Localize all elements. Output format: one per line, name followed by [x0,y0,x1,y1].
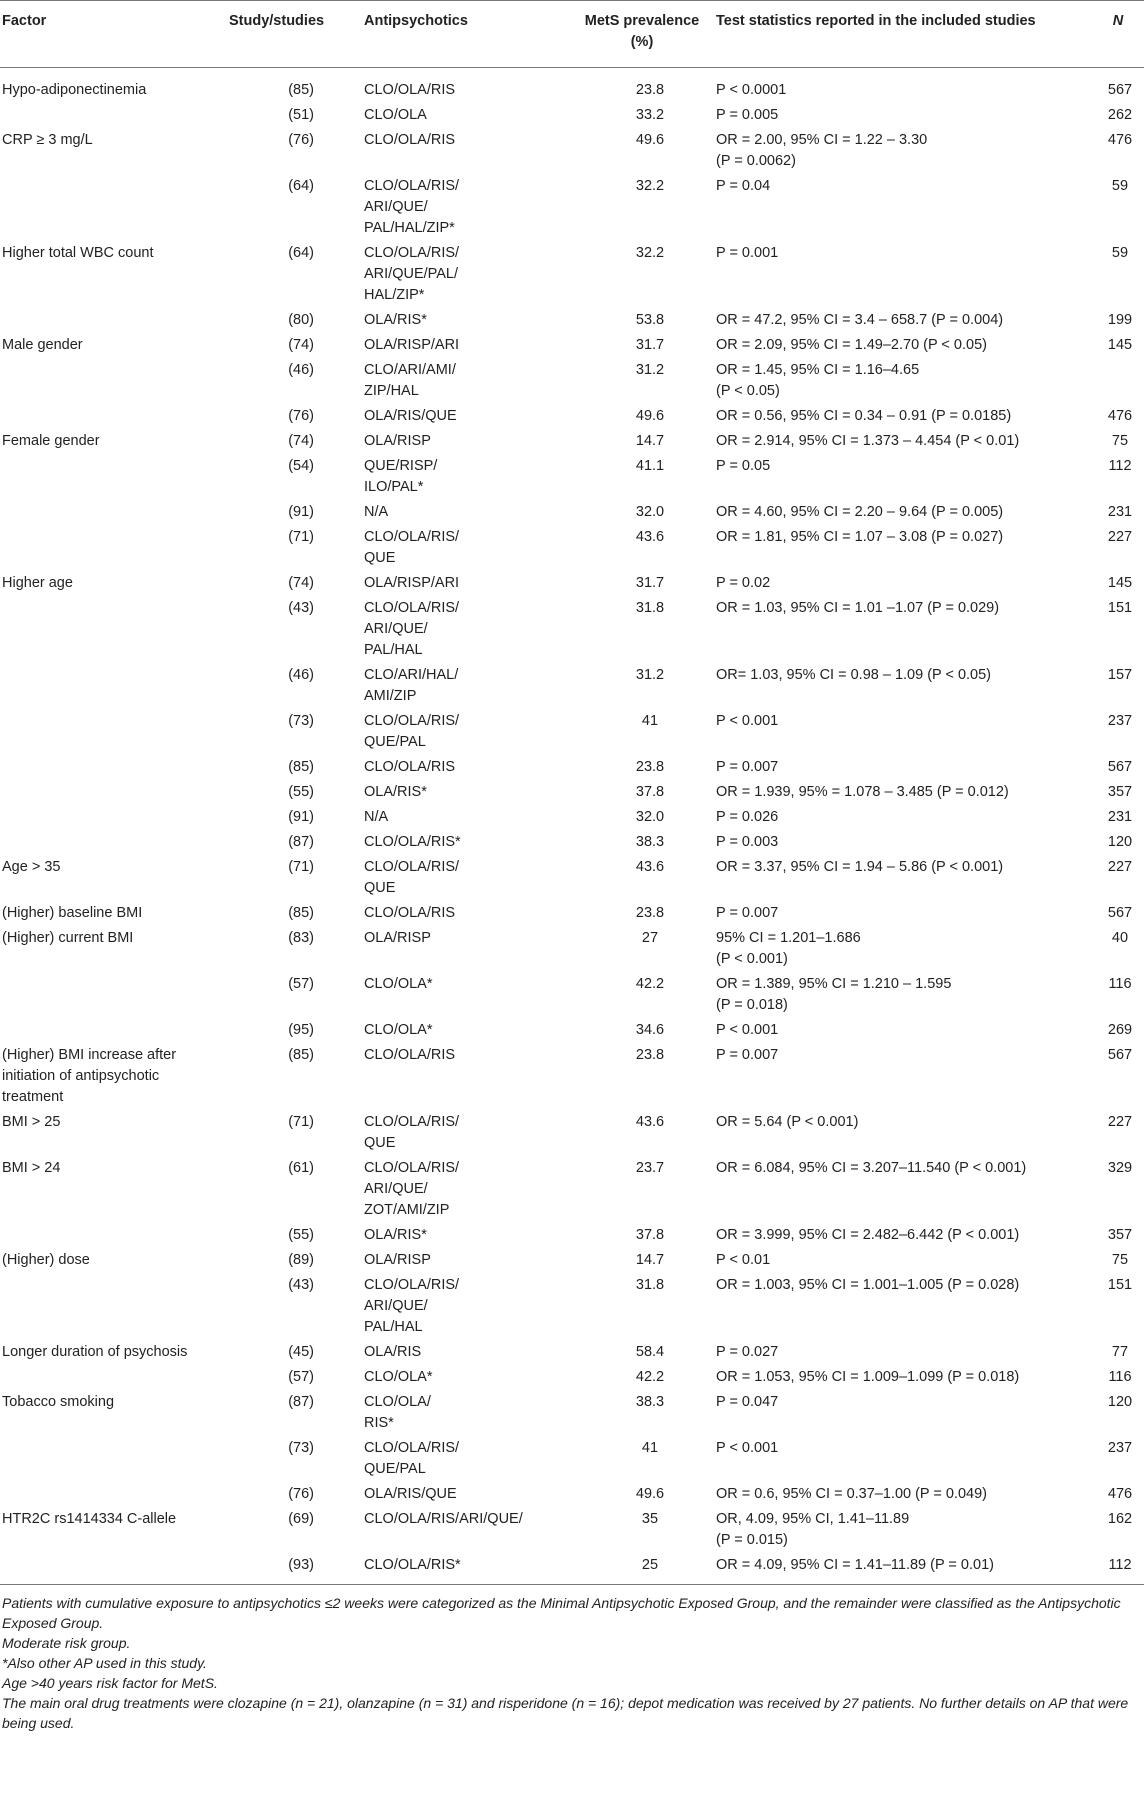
cell-factor: Age > 35 [2,859,61,875]
table-row [0,1390,1144,1436]
cell-antipsychotics: CLO/OLA* [364,976,433,992]
cell-study: (54) [288,458,314,474]
cell-study: (83) [288,930,314,946]
cell-n: 567 [1107,1047,1133,1063]
cell-factor: (Higher) baseline BMI [2,905,143,921]
cell-antipsychotics: OLA/RISP [364,433,431,449]
cell-mets-prevalence: 27 [641,930,659,946]
cell-test-statistics: OR = 1.939, 95% = 1.078 – 3.485 (P = 0.012) [716,784,1009,800]
cell-mets-prevalence: 31.2 [635,667,665,683]
cell-n: 262 [1107,107,1133,123]
cell-study: (87) [288,1394,314,1410]
cell-study: (71) [288,1114,314,1130]
cell-study: (76) [288,1486,314,1502]
cell-antipsychotics: CLO/OLA/RIS [364,132,456,148]
cell-test-statistics: P = 0.007 [716,1047,779,1063]
table-row [0,525,1144,571]
table-row [0,429,1144,454]
cell-n: 227 [1107,529,1133,545]
cell-test-statistics: OR = 1.03, 95% CI = 1.01 –1.07 (P = 0.029) [716,600,1000,616]
cell-n: 162 [1107,1511,1133,1527]
cell-n: 116 [1108,976,1132,992]
cell-test-statistics: OR = 1.45, 95% CI = 1.16–4.65 (P < 0.05) [716,362,920,399]
cell-study: (85) [288,759,314,775]
cell-study: (73) [288,713,314,729]
cell-n: 269 [1107,1022,1133,1038]
cell-mets-prevalence: 23.8 [635,905,665,921]
cell-study: (46) [288,667,314,683]
cell-factor [0,1018,225,1043]
cell-n: 237 [1107,1440,1133,1456]
cell-factor [0,830,225,855]
table-row [0,596,1144,663]
cell-mets-prevalence: 31.2 [635,362,665,378]
cell-mets-prevalence: 32.2 [635,178,665,194]
cell-test-statistics: P = 0.001 [716,245,779,261]
cell-n: 227 [1107,859,1133,875]
cell-antipsychotics: CLO/OLA/RIS/ ARI/QUE/ ZOT/AMI/ZIP [364,1160,460,1218]
cell-mets-prevalence: 37.8 [635,1227,665,1243]
cell-factor: Longer duration of psychosis [2,1344,188,1360]
cell-test-statistics: P = 0.02 [716,575,771,591]
cell-n: 145 [1107,575,1133,591]
cell-study: (85) [288,1047,314,1063]
cell-n: 59 [1111,178,1129,194]
cell-study: (89) [288,1252,314,1268]
cell-n: 357 [1107,1227,1133,1243]
cell-factor: Higher total WBC count [2,245,154,261]
header-study: Study/studies [225,1,360,68]
table-row [0,1365,1144,1390]
cell-antipsychotics: CLO/ARI/HAL/ AMI/ZIP [364,667,459,704]
cell-mets-prevalence: 31.7 [635,575,665,591]
cell-factor: BMI > 24 [2,1160,61,1176]
table-row [0,830,1144,855]
cell-mets-prevalence: 34.6 [635,1022,665,1038]
table-row [0,500,1144,525]
cell-mets-prevalence: 23.8 [635,759,665,775]
cell-antipsychotics: N/A [364,504,389,520]
table-row [0,404,1144,429]
table-row [0,972,1144,1018]
cell-test-statistics: OR = 2.00, 95% CI = 1.22 – 3.30 (P = 0.0062) [716,132,928,169]
cell-antipsychotics: OLA/RISP [364,1252,431,1268]
cell-factor [0,174,225,241]
table-row [0,1018,1144,1043]
cell-factor [0,596,225,663]
table-row [0,333,1144,358]
table-row [0,308,1144,333]
header-n: N [1092,1,1144,68]
cell-antipsychotics: CLO/OLA/RIS/ ARI/QUE/ PAL/HAL/ZIP* [364,178,460,236]
cell-mets-prevalence: 41 [641,1440,659,1456]
cell-n: 329 [1107,1160,1133,1176]
cell-factor [0,358,225,404]
cell-test-statistics: OR= 1.03, 95% CI = 0.98 – 1.09 (P < 0.05) [716,667,992,683]
cell-study: (69) [288,1511,314,1527]
cell-mets-prevalence: 38.3 [635,834,665,850]
cell-antipsychotics: OLA/RIS* [364,784,427,800]
cell-test-statistics: P = 0.003 [716,834,779,850]
table-row [0,358,1144,404]
cell-test-statistics: OR = 4.60, 95% CI = 2.20 – 9.64 (P = 0.005) [716,504,1004,520]
cell-antipsychotics: OLA/RISP/ARI [364,575,460,591]
cell-factor: Tobacco smoking [2,1394,115,1410]
cell-study: (71) [288,859,314,875]
cell-antipsychotics: CLO/OLA/RIS/ ARI/QUE/PAL/ HAL/ZIP* [364,245,460,303]
cell-factor: (Higher) BMI increase after initiation of antipsychotic treatment [2,1047,177,1105]
cell-mets-prevalence: 14.7 [635,1252,665,1268]
header-row [0,1,1144,68]
cell-study: (85) [288,905,314,921]
footnote: The main oral drug treatments were clozapine (n = 21), olanzapine (n = 31) and risperidone (n = 16); depot medication was received by 27 patients. No further details on AP that were being used. [2,1695,1129,1731]
cell-test-statistics: OR = 1.389, 95% CI = 1.210 – 1.595 (P = 0.018) [716,976,952,1013]
cell-mets-prevalence: 37.8 [635,784,665,800]
cell-antipsychotics: CLO/OLA/RIS/ ARI/QUE/ PAL/HAL [364,1277,460,1335]
cell-mets-prevalence: 53.8 [635,312,665,328]
cell-study: (55) [288,1227,314,1243]
cell-mets-prevalence: 33.2 [635,107,665,123]
cell-factor [0,1223,225,1248]
header-mets-prevalence: MetS prevalence (%) [572,1,712,68]
table-row [0,1223,1144,1248]
cell-mets-prevalence: 38.3 [635,1394,665,1410]
table-footnotes [0,1585,1144,1733]
table-row [0,1156,1144,1223]
cell-mets-prevalence: 42.2 [635,1369,665,1385]
cell-antipsychotics: OLA/RIS/QUE [364,1486,457,1502]
cell-study: (74) [288,575,314,591]
cell-mets-prevalence: 49.6 [635,408,665,424]
cell-test-statistics: OR = 2.914, 95% CI = 1.373 – 4.454 (P < 0.01) [716,433,1020,449]
cell-test-statistics: P = 0.047 [716,1394,779,1410]
cell-study: (43) [288,1277,314,1293]
cell-test-statistics: OR = 1.81, 95% CI = 1.07 – 3.08 (P = 0.027) [716,529,1004,545]
table-row [0,241,1144,308]
cell-antipsychotics: OLA/RISP/ARI [364,337,460,353]
cell-mets-prevalence: 49.6 [635,132,665,148]
cell-study: (71) [288,529,314,545]
cell-n: 231 [1107,809,1133,825]
cell-test-statistics: P = 0.04 [716,178,771,194]
cell-mets-prevalence: 25 [572,1553,712,1585]
cell-test-statistics: P < 0.001 [716,1440,779,1456]
cell-n: 151 [1107,1277,1133,1293]
cell-n: 59 [1111,245,1129,261]
table-row [0,926,1144,972]
cell-antipsychotics: OLA/RIS [364,1344,422,1360]
table-row [0,1436,1144,1482]
table-row [0,128,1144,174]
cell-mets-prevalence: 58.4 [635,1344,665,1360]
cell-factor: CRP ≥ 3 mg/L [2,132,93,148]
cell-n: 567 [1107,905,1133,921]
table-header [0,1,1144,68]
cell-n: 112 [1092,1553,1144,1585]
table-row [0,780,1144,805]
cell-n: 237 [1107,713,1133,729]
cell-mets-prevalence: 31.8 [635,600,665,616]
cell-n: 227 [1107,1114,1133,1130]
cell-antipsychotics: OLA/RIS* [364,1227,427,1243]
cell-factor [0,663,225,709]
cell-test-statistics: OR = 5.64 (P < 0.001) [716,1114,859,1130]
cell-mets-prevalence: 32.0 [635,504,665,520]
cell-antipsychotics: CLO/OLA/RIS/ QUE [364,529,460,566]
cell-n: 476 [1107,132,1133,148]
cell-test-statistics: P < 0.001 [716,1022,779,1038]
cell-study: (74) [288,337,314,353]
cell-test-statistics: OR = 1.053, 95% CI = 1.009–1.099 (P = 0.018) [716,1369,1020,1385]
cell-antipsychotics: QUE/RISP/ ILO/PAL* [364,458,438,495]
table-row [0,805,1144,830]
table-row [0,68,1144,104]
table-row [0,571,1144,596]
cell-test-statistics: P = 0.007 [716,905,779,921]
cell-mets-prevalence: 41 [641,713,659,729]
cell-factor [0,525,225,571]
cell-factor [0,454,225,500]
cell-n: 75 [1111,1252,1129,1268]
table-row [0,174,1144,241]
footnote: Patients with cumulative exposure to antipsychotics ≤2 weeks were categorized as the Minimal Antipsychotic Exposed Group, and the remainder were classified as the Antipsychotic Exposed Group. [2,1595,1121,1631]
cell-factor: Male gender [2,337,83,353]
cell-test-statistics: OR = 47.2, 95% CI = 3.4 – 658.7 (P = 0.004) [716,312,1004,328]
cell-factor: BMI > 25 [2,1114,61,1130]
cell-factor [0,780,225,805]
cell-study: (93) [225,1553,360,1585]
cell-study: (46) [288,362,314,378]
cell-factor: Higher age [2,575,73,591]
cell-n: 476 [1107,1486,1133,1502]
cell-mets-prevalence: 31.8 [635,1277,665,1293]
cell-antipsychotics: CLO/OLA/RIS/ QUE/PAL [364,1440,460,1477]
table-row [0,855,1144,901]
header-antipsychotics: Antipsychotics [360,1,572,68]
cell-mets-prevalence: 14.7 [635,433,665,449]
cell-test-statistics: OR = 3.999, 95% CI = 2.482–6.442 (P < 0.001) [716,1227,1020,1243]
cell-antipsychotics: CLO/OLA/RIS [364,1047,456,1063]
cell-n: 40 [1111,930,1129,946]
cell-mets-prevalence: 49.6 [635,1486,665,1502]
cell-mets-prevalence: 41.1 [635,458,665,474]
cell-antipsychotics: OLA/RIS* [364,312,427,328]
cell-antipsychotics: CLO/OLA/RIS/ARI/QUE/ [364,1511,523,1527]
cell-n: 157 [1107,667,1133,683]
cell-test-statistics: OR, 4.09, 95% CI, 1.41–11.89 (P = 0.015) [716,1511,910,1548]
cell-study: (64) [288,245,314,261]
cell-test-statistics: P < 0.001 [716,713,779,729]
cell-mets-prevalence: 31.7 [635,337,665,353]
cell-study: (76) [288,132,314,148]
cell-study: (76) [288,408,314,424]
cell-n: 567 [1107,759,1133,775]
table-body [0,68,1144,1585]
table-row [0,1043,1144,1110]
cell-factor [0,1553,225,1585]
cell-factor [0,500,225,525]
cell-study: (55) [288,784,314,800]
cell-test-statistics: OR = 0.56, 95% CI = 0.34 – 0.91 (P = 0.0185) [716,408,1012,424]
cell-test-statistics: OR = 2.09, 95% CI = 1.49–2.70 (P < 0.05) [716,337,987,353]
table-row [0,103,1144,128]
cell-factor [0,805,225,830]
cell-study: (91) [288,504,314,520]
cell-n: 145 [1107,337,1133,353]
cell-test-statistics: P = 0.026 [716,809,779,825]
cell-antipsychotics: CLO/OLA/RIS/ ARI/QUE/ PAL/HAL [364,600,460,658]
cell-antipsychotics: OLA/RIS/QUE [364,408,457,424]
cell-test-statistics: P = 0.05 [716,458,771,474]
cell-factor: (Higher) current BMI [2,930,134,946]
cell-mets-prevalence: 43.6 [635,1114,665,1130]
footnote: Age >40 years risk factor for MetS. [2,1675,218,1691]
cell-factor [0,755,225,780]
cell-study: (74) [288,433,314,449]
cell-factor [0,709,225,755]
cell-antipsychotics: CLO/ARI/AMI/ ZIP/HAL [364,362,456,399]
cell-antipsychotics: CLO/OLA/RIS* [364,834,461,850]
cell-mets-prevalence: 42.2 [635,976,665,992]
cell-n: 199 [1107,312,1133,328]
cell-mets-prevalence: 23.7 [635,1160,665,1176]
cell-antipsychotics: CLO/OLA/RIS [364,759,456,775]
header-test-statistics: Test statistics reported in the included studies [712,1,1092,68]
cell-study: (57) [288,976,314,992]
cell-antipsychotics: CLO/OLA* [364,1369,433,1385]
cell-test-statistics: P = 0.005 [716,107,779,123]
cell-n: 231 [1107,504,1133,520]
cell-antipsychotics: N/A [364,809,389,825]
cell-n: 357 [1107,784,1133,800]
table-row [0,755,1144,780]
cell-study: (85) [288,82,314,98]
cell-study: (73) [288,1440,314,1456]
cell-antipsychotics: OLA/RISP [364,930,431,946]
table-row [0,1553,1144,1585]
cell-antipsychotics: CLO/OLA [364,107,427,123]
cell-factor: Hypo-adiponectinemia [2,82,147,98]
cell-antipsychotics: CLO/OLA/RIS [364,82,456,98]
table-row [0,1248,1144,1273]
cell-test-statistics: OR = 3.37, 95% CI = 1.94 – 5.86 (P < 0.001) [716,859,1004,875]
cell-test-statistics: P = 0.007 [716,759,779,775]
cell-n: 77 [1111,1344,1129,1360]
cell-test-statistics: 95% CI = 1.201–1.686 (P < 0.001) [716,930,861,967]
cell-n: 75 [1111,433,1129,449]
footnote: *Also other AP used in this study. [2,1655,207,1671]
cell-n: 151 [1107,600,1133,616]
cell-study: (57) [288,1369,314,1385]
cell-mets-prevalence: 43.6 [635,859,665,875]
cell-factor [0,103,225,128]
table-row [0,1482,1144,1507]
cell-n: 476 [1107,408,1133,424]
cell-test-statistics: OR = 4.09, 95% CI = 1.41–11.89 (P = 0.01) [712,1553,1092,1585]
cell-study: (51) [288,107,314,123]
cell-study: (95) [288,1022,314,1038]
table-row [0,1507,1144,1553]
cell-mets-prevalence: 32.2 [635,245,665,261]
cell-study: (87) [288,834,314,850]
cell-antipsychotics: CLO/OLA/RIS/ QUE/PAL [364,713,460,750]
cell-factor [0,308,225,333]
cell-test-statistics: P = 0.027 [716,1344,779,1360]
footnote: Moderate risk group. [2,1635,131,1651]
cell-test-statistics: OR = 6.084, 95% CI = 3.207–11.540 (P < 0.001) [716,1160,1027,1176]
cell-n [1092,358,1144,404]
cell-mets-prevalence: 32.0 [635,809,665,825]
cell-factor [0,404,225,429]
cell-study: (45) [288,1344,314,1360]
cell-study: (91) [288,809,314,825]
cell-antipsychotics: CLO/OLA/ RIS* [364,1394,431,1431]
cell-factor: HTR2C rs1414334 C-allele [2,1511,177,1527]
cell-factor [0,1482,225,1507]
cell-mets-prevalence: 43.6 [635,529,665,545]
cell-factor: (Higher) dose [2,1252,90,1268]
cell-factor: Female gender [2,433,100,449]
table-row [0,1273,1144,1340]
cell-n: 120 [1107,834,1133,850]
cell-antipsychotics: CLO/OLA/RIS/ QUE [364,859,460,896]
cell-n: 116 [1108,1369,1132,1385]
cell-antipsychotics: CLO/OLA/RIS [364,905,456,921]
table-row [0,663,1144,709]
table-row [0,454,1144,500]
cell-n: 120 [1107,1394,1133,1410]
cell-factor [0,972,225,1018]
cell-antipsychotics: CLO/OLA/RIS/ QUE [364,1114,460,1151]
cell-mets-prevalence: 23.8 [635,1047,665,1063]
table-row [0,901,1144,926]
cell-test-statistics: OR = 1.003, 95% CI = 1.001–1.005 (P = 0.028) [716,1277,1020,1293]
table-row [0,709,1144,755]
cell-n: 112 [1108,458,1132,474]
cell-factor [0,1436,225,1482]
cell-test-statistics: OR = 0.6, 95% CI = 0.37–1.00 (P = 0.049) [716,1486,987,1502]
cell-factor [0,1365,225,1390]
cell-antipsychotics: CLO/OLA/RIS* [360,1553,572,1585]
cell-mets-prevalence: 23.8 [635,82,665,98]
cell-antipsychotics: CLO/OLA* [364,1022,433,1038]
cell-factor [0,1273,225,1340]
cell-test-statistics: P < 0.01 [716,1252,771,1268]
table-row [0,1340,1144,1365]
cell-study: (61) [288,1160,314,1176]
cell-test-statistics: P < 0.0001 [716,82,787,98]
header-factor: Factor [0,1,225,68]
cell-study: (43) [288,600,314,616]
table-row [0,1110,1144,1156]
cell-study: (64) [288,178,314,194]
cell-study: (80) [288,312,314,328]
cell-mets-prevalence: 35 [641,1511,659,1527]
cell-n: 567 [1107,82,1133,98]
